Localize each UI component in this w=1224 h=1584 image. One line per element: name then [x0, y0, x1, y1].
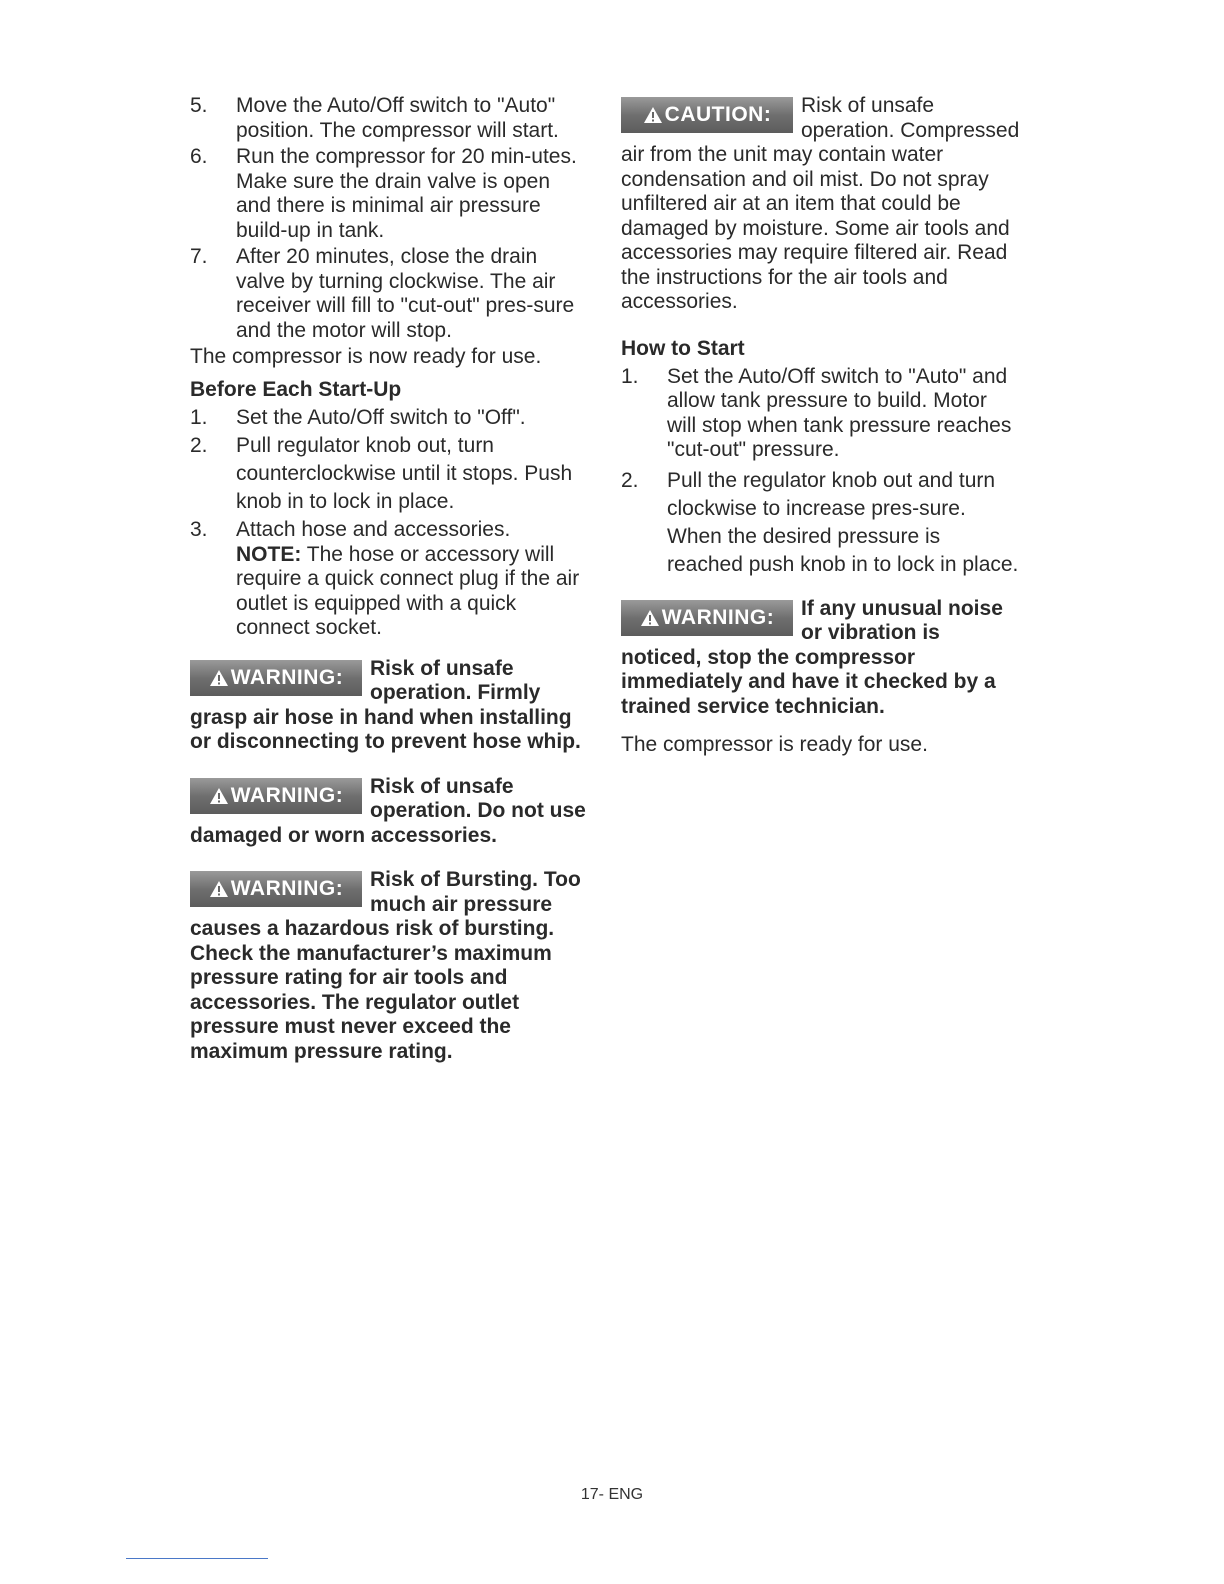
before-step-2 — [190, 432, 590, 516]
ready-text: The compressor is now ready for use. — [190, 345, 542, 368]
before-start-heading: Before Each Start-Up — [190, 377, 402, 401]
how-to-start-heading: How to Start — [621, 336, 745, 360]
caution-label: CAUTION: — [664, 103, 772, 126]
step-7 — [190, 245, 590, 343]
caution-unsafe-operation — [621, 94, 1021, 315]
start-step-1 — [621, 365, 1021, 463]
step-text: Pull regulator knob out, turn counterclockwise until it stops. Push knob in to lock in place. — [236, 434, 573, 513]
step-number: 6. — [190, 145, 208, 168]
step-number: 1. — [190, 405, 208, 429]
warning-badge — [190, 778, 362, 814]
warning-triangle-icon — [209, 880, 229, 898]
warning-badge — [621, 600, 793, 636]
warning-damaged-accessories — [190, 775, 590, 849]
step-number: 3. — [190, 518, 208, 541]
page-number: 17- ENG — [580, 1486, 644, 1503]
note-text: The hose or accessory will require a quick connect plug if the air outlet is equipped with a quick connect socket. — [236, 542, 580, 639]
warning-hose-whip — [190, 657, 590, 755]
note-label: NOTE: — [236, 542, 302, 566]
warning-text: Risk of unsafe operation. Firmly grasp air hose in hand when installing or disconnecting to prevent hose whip. — [190, 656, 581, 753]
step-text: Set the Auto/Off switch to "Off". — [236, 405, 526, 429]
warning-triangle-icon — [643, 106, 663, 124]
warning-badge — [190, 871, 362, 907]
step-text: Attach hose and accessories. — [236, 518, 511, 541]
step-number: 7. — [190, 245, 208, 268]
before-step-3 — [190, 518, 590, 641]
left-column — [190, 94, 590, 1064]
before-step-1 — [190, 406, 590, 431]
step-text: Pull the regulator knob out and turn clockwise to increase pres-sure. When the desired pressure is reached push knob in to lock in place. — [667, 468, 1019, 576]
warning-triangle-icon — [209, 787, 229, 805]
step-6 — [190, 145, 590, 243]
warning-triangle-icon — [640, 609, 660, 627]
step-text: After 20 minutes, close the drain valve by turning clockwise. The air receiver will fill to "cut-out" pres-sure and the motor will stop. — [236, 245, 575, 342]
warning-unusual-noise — [621, 597, 1021, 720]
warning-bursting — [190, 868, 590, 1064]
warning-label: WARNING: — [230, 877, 344, 900]
step-text: Run the compressor for 20 min-utes. Make sure the drain valve is open and there is minimal air pressure build-up in tank. — [236, 145, 577, 242]
caution-text: Risk of unsafe operation. Compressed air from the unit may contain water condensation and oil mist. Do not spray unfiltered air at an item that could be damaged by moisture. Some air tools and accessories may require filtered air. Read the instructions for the air tools and accessories. — [621, 94, 1020, 313]
warning-triangle-icon — [209, 669, 229, 687]
warning-label: WARNING: — [230, 665, 344, 689]
warning-label: WARNING: — [661, 605, 775, 629]
step-number: 2. — [190, 434, 208, 457]
step-number: 5. — [190, 94, 208, 117]
step-text: Move the Auto/Off switch to "Auto" position. The compressor will start. — [236, 94, 559, 142]
warning-text: Risk of Bursting. Too much air pressure causes a hazardous risk of bursting. Check the manufacturer’s maximum pressure rating for air tools and accessories. The regulator outlet pressure must never exceed the maximum pressure rating. — [190, 868, 581, 1063]
ready-text: The compressor is ready for use. — [621, 733, 928, 756]
caution-badge — [621, 97, 793, 133]
step-text: Set the Auto/Off switch to "Auto" and allow tank pressure to build. Motor will stop when tank pressure reaches "cut-out" pressure. — [667, 364, 1012, 461]
warning-label: WARNING: — [230, 783, 344, 807]
step-5 — [190, 94, 590, 143]
right-column — [621, 94, 1021, 758]
warning-text: If any unusual noise or vibration is noticed, stop the compressor immediately and have it checked by a trained service technician. — [621, 596, 1003, 718]
start-step-2 — [621, 467, 1021, 579]
divider — [126, 1558, 268, 1559]
step-number: 2. — [621, 468, 639, 492]
warning-badge — [190, 660, 362, 696]
step-number: 1. — [621, 364, 639, 388]
warning-text: Risk of unsafe operation. Do not use damaged or worn accessories. — [190, 774, 586, 847]
